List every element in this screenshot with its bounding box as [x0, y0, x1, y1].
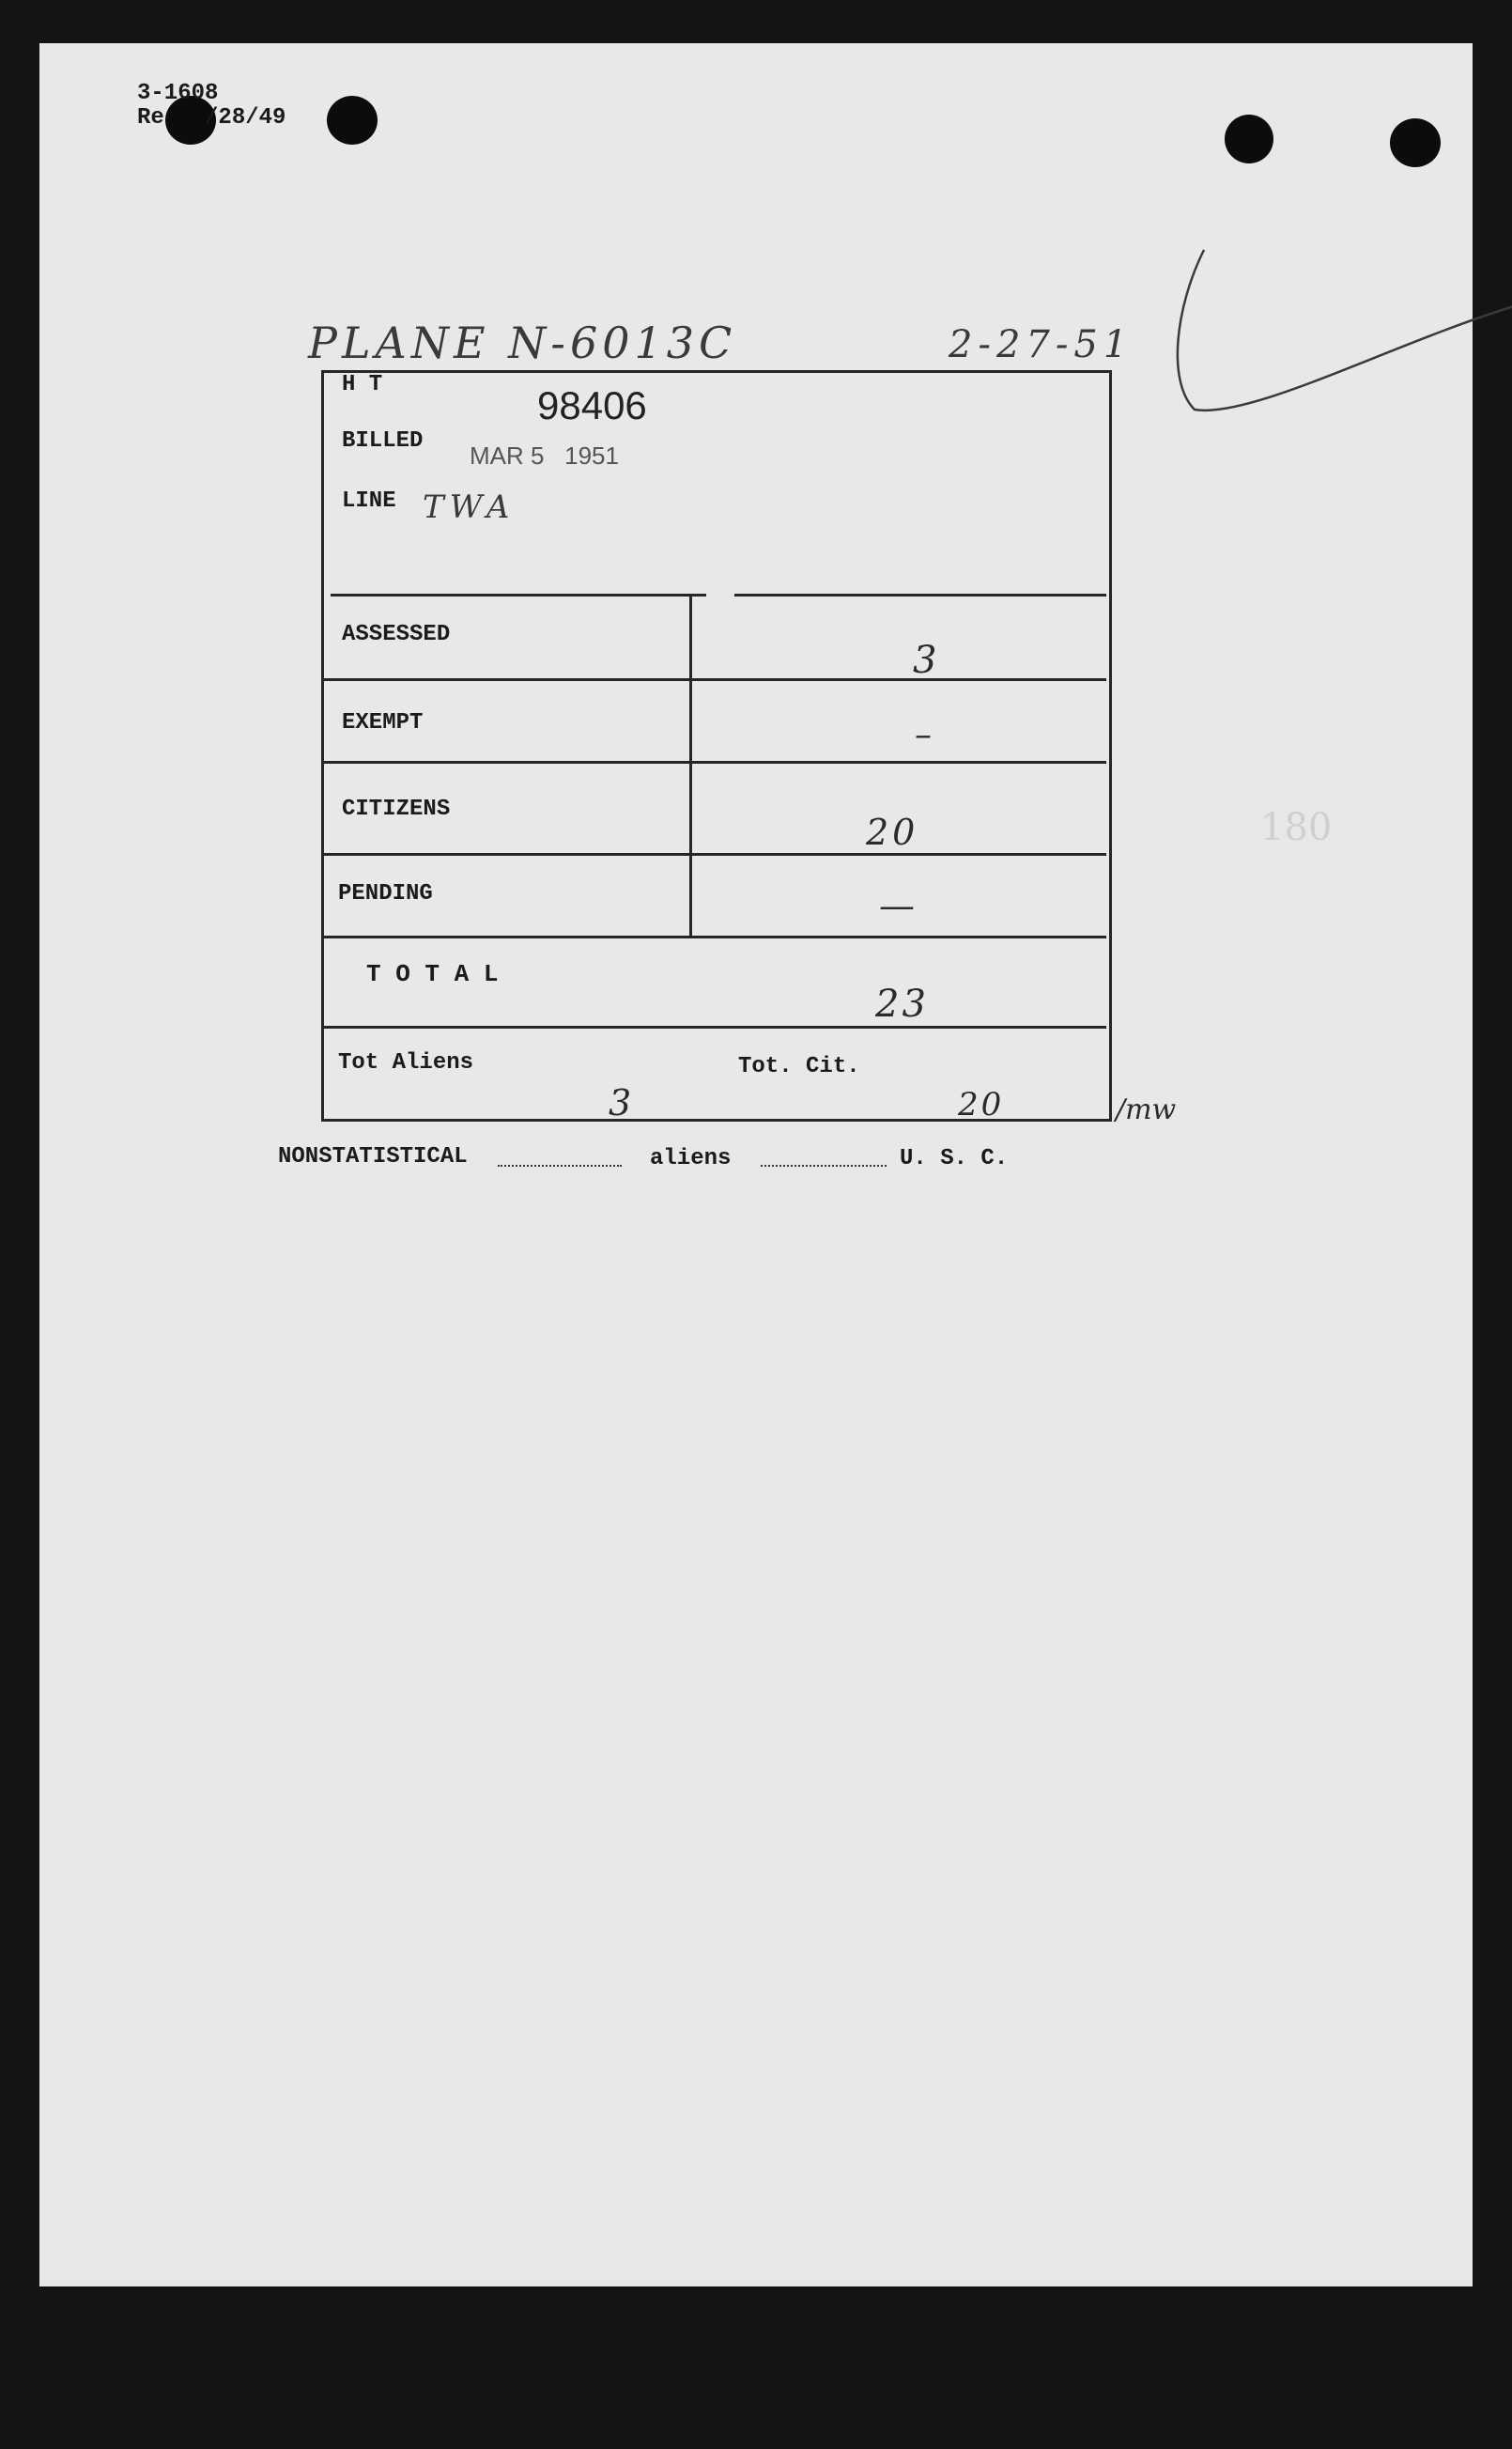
check-mark-icon [1166, 231, 1512, 438]
row-divider [331, 594, 706, 597]
billed-date-stamp: MAR 5 1951 [470, 442, 619, 470]
billed-label: BILLED [342, 428, 424, 454]
initials-handwritten: /mw [1116, 1093, 1177, 1126]
tally-form [321, 370, 1112, 1122]
punch-hole [327, 96, 378, 145]
row-divider [323, 853, 1106, 856]
nonstatistical-aliens-blank [498, 1165, 622, 1167]
tot-cit-value: 20 [958, 1086, 1005, 1124]
column-divider [689, 596, 692, 938]
row-divider [323, 936, 1106, 938]
row-label-citizens: CITIZENS [342, 797, 451, 822]
row-divider [323, 761, 1106, 764]
row-label-assessed: ASSESSED [342, 622, 451, 647]
form-number: 3-1608 [137, 81, 219, 106]
row-label-exempt: EXEMPT [342, 710, 424, 736]
row-value-exempt: – [915, 716, 932, 754]
row-divider [323, 1026, 1106, 1029]
tot-aliens-label: Tot Aliens [338, 1050, 474, 1076]
tot-cit-label: Tot. Cit. [738, 1054, 860, 1079]
nonstatistical-label: NONSTATISTICAL [278, 1144, 468, 1170]
line-value: TWA [423, 488, 516, 526]
row-value-citizens: 20 [866, 812, 919, 853]
tot-aliens-value: 3 [609, 1082, 632, 1124]
total-value: 23 [875, 983, 929, 1026]
punch-hole [1390, 118, 1441, 167]
form-revision: Re /28/49 [137, 105, 286, 131]
row-value-assessed: 3 [913, 639, 937, 682]
nonstatistical-usc-blank [761, 1165, 887, 1167]
ht-number: 98406 [537, 383, 647, 427]
aliens-label: aliens [650, 1146, 732, 1171]
date-handwritten: 2-27-51 [949, 323, 1134, 366]
usc-label: U. S. C. [900, 1146, 1009, 1171]
ht-label: H T [342, 372, 383, 397]
row-divider [734, 594, 1106, 597]
plane-handwritten: PLANE N-6013C [308, 318, 737, 368]
document-page [39, 43, 1473, 2286]
total-label: T O T A L [366, 960, 499, 988]
row-value-pending: — [879, 885, 915, 926]
punch-hole [1225, 115, 1273, 163]
row-divider [323, 678, 1106, 681]
line-label: LINE [342, 488, 396, 514]
margin-number: 180 [1260, 806, 1333, 849]
row-label-pending: PENDING [338, 881, 433, 907]
